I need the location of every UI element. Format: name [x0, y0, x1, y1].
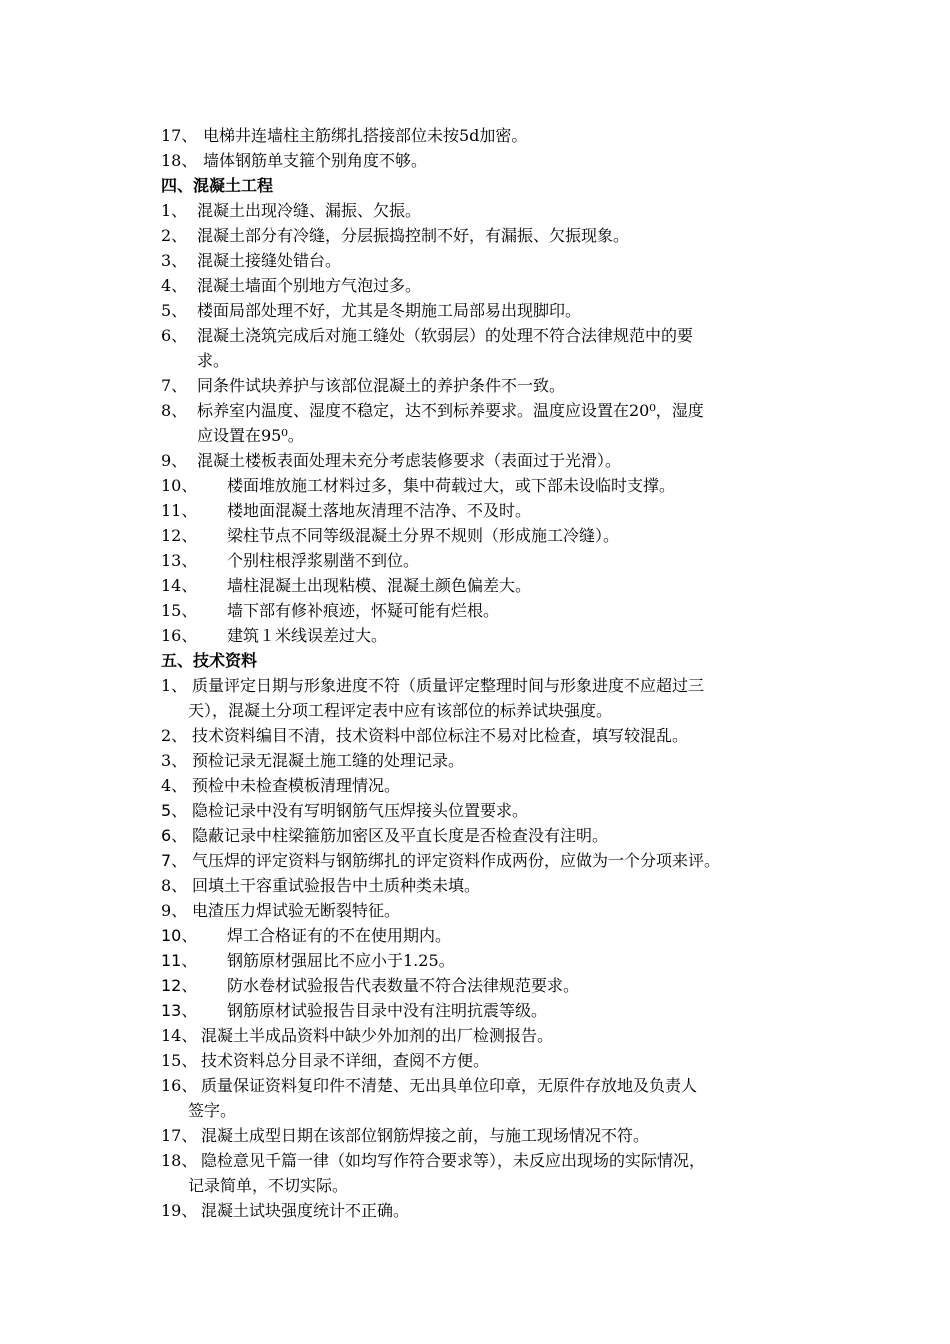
item-continuation: 签字。	[188, 1101, 237, 1120]
item-text: 隐检记录中没有写明钢筋气压焊接头位置要求。	[192, 801, 529, 820]
item-number: 2、	[161, 226, 188, 245]
item-number: 4、	[161, 276, 188, 295]
item-text: 标养室内温度、湿度不稳定，达不到标养要求。温度应设置在20⁰，湿度	[197, 401, 704, 420]
item-number: 8、	[161, 876, 188, 895]
list-item	[161, 824, 608, 848]
section-heading: 四、混凝土工程	[161, 176, 274, 195]
item-number: 2、	[161, 726, 188, 745]
item-number: 5、	[161, 301, 188, 320]
item-text: 隐蔽记录中柱梁箍筋加密区及平直长度是否检查没有注明。	[192, 826, 609, 845]
item-number: 6、	[161, 826, 188, 845]
item-number: 4、	[161, 776, 188, 795]
item-text: 隐检意见千篇一律（如均写作符合要求等），未反应出现场的实际情况，	[201, 1151, 706, 1170]
item-text: 混凝土半成品资料中缺少外加剂的出厂检测报告。	[201, 1026, 554, 1045]
item-text: 楼面局部处理不好，尤其是冬期施工局部易出现脚印。	[197, 301, 582, 320]
list-item	[161, 724, 688, 748]
item-text: 回填土干容重试验报告中土质种类未填。	[192, 876, 481, 895]
item-text: 技术资料总分目录不详细，查阅不方便。	[201, 1051, 490, 1070]
item-text: 梁柱节点不同等级混凝土分界不规则（形成施工冷缝）。	[227, 526, 620, 545]
item-number: 10、	[161, 926, 198, 945]
item-text: 电渣压力焊试验无断裂特征。	[192, 901, 401, 920]
item-text: 墙下部有修补痕迹，怀疑可能有烂根。	[227, 601, 500, 620]
item-continuation: 应设置在95⁰。	[197, 426, 304, 445]
list-item	[161, 674, 704, 698]
list-item	[161, 499, 531, 523]
list-item	[161, 599, 499, 623]
section-heading: 五、技术资料	[161, 651, 258, 670]
item-number: 13、	[161, 551, 198, 570]
item-number: 11、	[161, 501, 198, 520]
item-text: 混凝土成型日期在该部位钢筋焊接之前，与施工现场情况不符。	[201, 1126, 650, 1145]
item-text: 墙体钢筋单支箍个别角度不够。	[203, 151, 428, 170]
list-item	[161, 1124, 649, 1148]
list-item	[161, 1199, 409, 1223]
item-number: 15、	[161, 601, 198, 620]
list-item	[161, 474, 675, 498]
list-item	[161, 199, 421, 223]
list-item	[161, 1024, 553, 1048]
item-text: 焊工合格证有的不在使用期内。	[227, 926, 452, 945]
list-item	[161, 274, 421, 298]
item-number: 5、	[161, 801, 188, 820]
item-number: 15、	[161, 1051, 198, 1070]
item-number: 7、	[161, 851, 188, 870]
item-number: 1、	[161, 201, 188, 220]
item-text: 混凝土楼板表面处理未充分考虑装修要求（表面过于光滑）。	[197, 451, 622, 470]
list-item	[161, 624, 387, 648]
item-continuation: 求。	[197, 351, 230, 370]
list-item	[161, 524, 619, 548]
list-item	[161, 949, 455, 973]
item-number: 16、	[161, 1076, 198, 1095]
list-item	[161, 1149, 705, 1173]
list-item	[161, 924, 451, 948]
list-item	[161, 849, 720, 873]
item-text: 混凝土部分有冷缝，分层振捣控制不好，有漏振、欠振现象。	[197, 226, 630, 245]
item-text: 钢筋原材试验报告目录中没有注明抗震等级。	[227, 1001, 548, 1020]
list-item	[161, 299, 581, 323]
list-item	[161, 149, 427, 173]
item-text: 个别柱根浮浆剔凿不到位。	[227, 551, 420, 570]
item-number: 19、	[161, 1201, 198, 1220]
list-item	[161, 749, 464, 773]
item-text: 楼地面混凝土落地灰清理不洁净、不及时。	[227, 501, 532, 520]
item-number: 13、	[161, 1001, 198, 1020]
item-number: 9、	[161, 901, 188, 920]
item-text: 质量评定日期与形象进度不符（质量评定整理时间与形象进度不应超过三	[192, 676, 705, 695]
item-text: 楼面堆放施工材料过多，集中荷载过大，或下部未设临时支撑。	[227, 476, 676, 495]
list-item	[161, 774, 400, 798]
item-number: 3、	[161, 751, 188, 770]
item-number: 16、	[161, 626, 198, 645]
item-number: 12、	[161, 526, 198, 545]
item-number: 9、	[161, 451, 188, 470]
item-text: 钢筋原材强屈比不应小于1.25。	[227, 951, 455, 970]
list-item	[161, 1049, 489, 1073]
list-item	[161, 249, 341, 273]
item-number: 14、	[161, 1026, 198, 1045]
list-item	[161, 449, 621, 473]
item-number: 3、	[161, 251, 188, 270]
list-item	[161, 224, 629, 248]
item-text: 混凝土接缝处错台。	[197, 251, 342, 270]
item-text: 预检中未检查模板清理情况。	[192, 776, 401, 795]
item-text: 质量保证资料复印件不清楚、无出具单位印章，无原件存放地及负责人	[201, 1076, 698, 1095]
item-number: 11、	[161, 951, 198, 970]
item-text: 技术资料编目不清，技术资料中部位标注不易对比检查，填写较混乱。	[192, 726, 689, 745]
item-text: 混凝土浇筑完成后对施工缝处（软弱层）的处理不符合法律规范中的要	[197, 326, 694, 345]
list-item	[161, 974, 579, 998]
list-item	[161, 899, 400, 923]
list-item	[161, 549, 419, 573]
item-number: 18、	[161, 151, 198, 170]
list-item	[161, 999, 547, 1023]
list-item	[161, 874, 480, 898]
item-number: 6、	[161, 326, 188, 345]
item-text: 墙柱混凝土出现粘模、混凝土颜色偏差大。	[227, 576, 532, 595]
item-number: 14、	[161, 576, 198, 595]
item-continuation: 天），混凝土分项工程评定表中应有该部位的标养试块强度。	[188, 701, 613, 720]
list-item	[161, 574, 531, 598]
list-item	[161, 374, 565, 398]
item-number: 1、	[161, 676, 188, 695]
list-item	[161, 1074, 697, 1098]
item-text: 电梯井连墙柱主筋绑扎搭接部位未按5d加密。	[203, 126, 528, 145]
item-text: 预检记录无混凝土施工缝的处理记录。	[192, 751, 465, 770]
list-item	[161, 799, 528, 823]
item-number: 10、	[161, 476, 198, 495]
item-continuation: 记录简单，不切实际。	[188, 1176, 349, 1195]
item-text: 混凝土试块强度统计不正确。	[201, 1201, 410, 1220]
item-number: 17、	[161, 126, 198, 145]
item-text: 防水卷材试验报告代表数量不符合法律规范要求。	[227, 976, 580, 995]
item-number: 7、	[161, 376, 188, 395]
item-text: 气压焊的评定资料与钢筋绑扎的评定资料作成两份，应做为一个分项来评。	[192, 851, 721, 870]
item-text: 建筑１米线误差过大。	[227, 626, 388, 645]
item-text: 混凝土墙面个别地方气泡过多。	[197, 276, 422, 295]
item-number: 17、	[161, 1126, 198, 1145]
list-item	[161, 324, 693, 348]
list-item	[161, 399, 704, 423]
item-number: 8、	[161, 401, 188, 420]
item-number: 18、	[161, 1151, 198, 1170]
item-text: 混凝土出现冷缝、漏振、欠振。	[197, 201, 422, 220]
item-text: 同条件试块养护与该部位混凝土的养护条件不一致。	[197, 376, 566, 395]
item-number: 12、	[161, 976, 198, 995]
list-item	[161, 124, 527, 148]
